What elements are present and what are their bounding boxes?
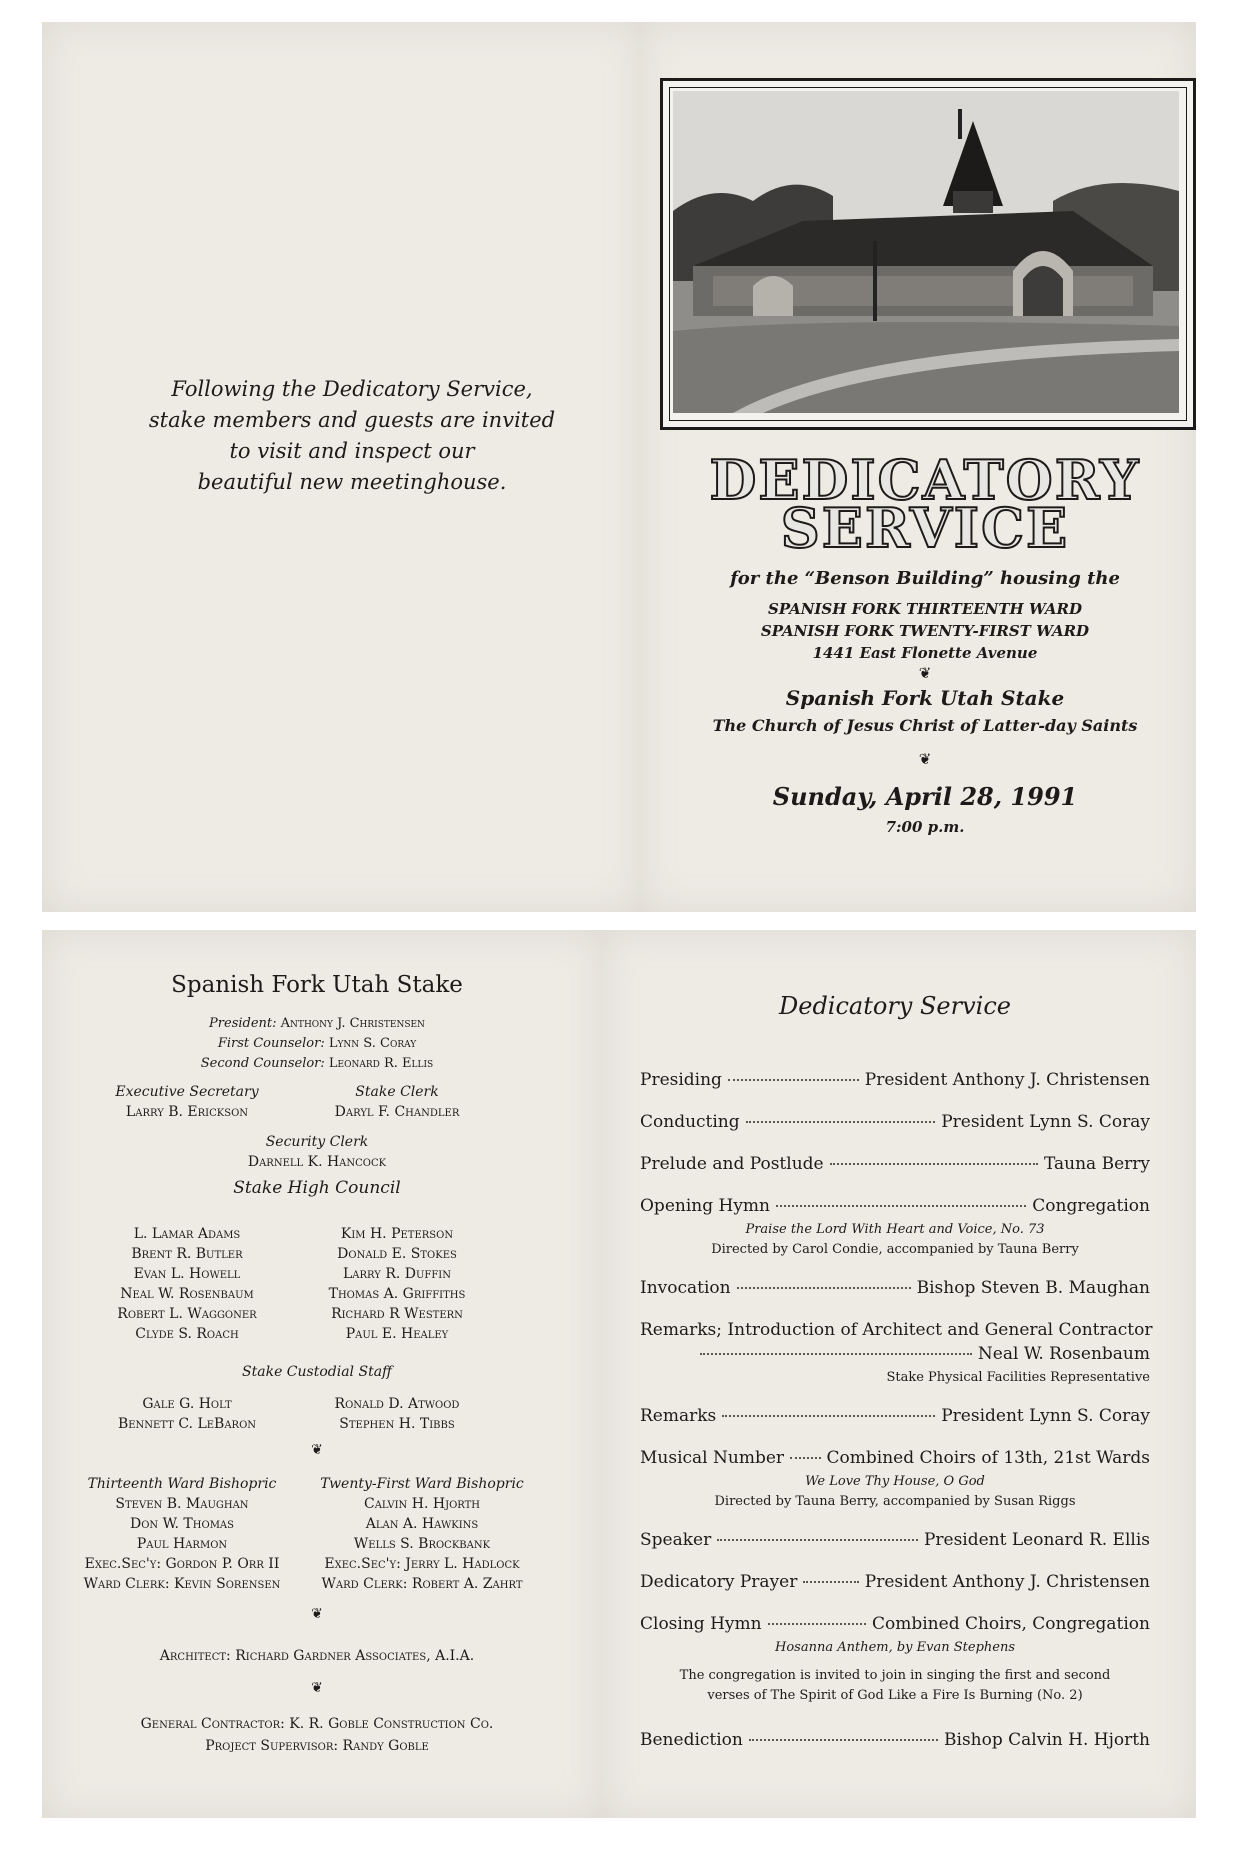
high-council-heading: Stake High Council <box>233 1178 401 1198</box>
closing-hymn-label: Closing Hymn <box>640 1614 762 1634</box>
council-member: L. Lamar Adams <box>133 1226 241 1242</box>
remarks-intro-row <box>700 1344 1150 1364</box>
stake-clerk-title: Stake Clerk <box>355 1084 439 1100</box>
opening-hymn-value: Congregation <box>1032 1196 1150 1216</box>
custodian: Bennett C. LeBaron <box>117 1416 257 1432</box>
council-member: Larry R. Duffin <box>343 1266 451 1282</box>
bishopric-member: Wells S. Brockbank <box>353 1536 491 1552</box>
building-photo-frame <box>660 78 1196 430</box>
remarks-label: Remarks <box>640 1406 717 1426</box>
dedicatory-prayer-row <box>640 1572 1150 1592</box>
invite-line-2: stake members and guests are invited <box>148 408 556 432</box>
cover-details <box>660 560 1190 900</box>
back-cover-panel <box>42 22 640 912</box>
ward-13-bishopric-title: Thirteenth Ward Bishopric <box>87 1476 277 1492</box>
conducting-label: Conducting <box>640 1112 740 1132</box>
invocation-row <box>640 1278 1150 1298</box>
leader-dots <box>776 1205 1026 1207</box>
first-counselor-name: Lynn S. Coray <box>328 1036 417 1051</box>
council-member: Thomas A. Griffiths <box>328 1286 466 1302</box>
ornament-4: ❦ <box>311 1606 323 1622</box>
conducting-value: President Lynn S. Coray <box>941 1112 1150 1132</box>
title-dedicatory: DEDICATORY <box>709 448 1141 512</box>
security-clerk-name: Darnell K. Hancock <box>247 1154 387 1170</box>
bishopric-member: Calvin H. Hjorth <box>363 1496 481 1512</box>
council-member: Donald E. Stokes <box>337 1246 457 1262</box>
council-member: Brent R. Butler <box>131 1246 243 1262</box>
leader-dots <box>746 1121 936 1123</box>
leader-dots <box>717 1539 918 1541</box>
closing-hymn-title: Hosanna Anthem, by Evan Stephens <box>775 1640 1015 1655</box>
for-line: for the “Benson Building” housing the <box>730 568 1120 589</box>
leader-dots <box>722 1415 935 1417</box>
stake-clerk-block <box>272 1082 522 1122</box>
security-clerk-title: Security Clerk <box>265 1134 369 1150</box>
president-name: Anthony J. Christensen <box>280 1016 425 1031</box>
ornament-5: ❦ <box>311 1680 323 1696</box>
musical-number-row <box>640 1448 1150 1468</box>
bishopric-member: Steven B. Maughan <box>115 1496 249 1512</box>
ward-13-clerk: Ward Clerk: Kevin Sorensen <box>83 1576 281 1592</box>
security-clerk-block <box>102 1132 532 1172</box>
prelude-value: Tauna Berry <box>1043 1154 1150 1174</box>
ward-21-clerk: Ward Clerk: Robert A. Zahrt <box>321 1576 523 1592</box>
supervisor-line: Project Supervisor: Randy Goble <box>205 1738 429 1754</box>
council-member: Kim H. Peterson <box>340 1226 454 1242</box>
musical-number-label: Musical Number <box>640 1448 785 1468</box>
presiding-label: Presiding <box>640 1070 722 1090</box>
leader-dots <box>830 1163 1038 1165</box>
second-counselor-role: Second Counselor: <box>200 1056 325 1071</box>
leader-dots <box>790 1457 821 1459</box>
remarks-row <box>640 1406 1150 1426</box>
speaker-value: President Leonard R. Ellis <box>923 1530 1150 1550</box>
invite-line-3: to visit and inspect our <box>229 439 475 463</box>
bleed-through-text <box>302 92 310 122</box>
speaker-row <box>640 1530 1150 1550</box>
benediction-value: Bishop Calvin H. Hjorth <box>944 1730 1150 1750</box>
prelude-label: Prelude and Postlude <box>640 1154 824 1174</box>
custodial-right <box>272 1394 522 1434</box>
dedicatory-prayer-value: President Anthony J. Christensen <box>864 1572 1150 1592</box>
ward-21-bishopric-title: Twenty-First Ward Bishopric <box>320 1476 524 1492</box>
closing-hymn-note-2: verses of The Spirit of God Like a Fire Is Burning (No. 2) <box>707 1688 1083 1703</box>
remarks-intro-label-row <box>640 1320 1153 1340</box>
remarks-intro-value: Neal W. Rosenbaum <box>977 1344 1150 1364</box>
leader-dots <box>749 1739 938 1741</box>
council-member: Evan L. Howell <box>133 1266 241 1282</box>
council-member: Robert L. Waggoner <box>117 1306 257 1322</box>
leader-dots <box>768 1623 866 1625</box>
contractor-line: General Contractor: K. R. Goble Construction Co. <box>140 1716 494 1732</box>
musical-number-value: Combined Choirs of 13th, 21st Wards <box>826 1448 1150 1468</box>
council-member: Clyde S. Roach <box>135 1326 239 1342</box>
opening-hymn-title: Praise the Lord With Heart and Voice, No. 73 <box>745 1222 1045 1237</box>
opening-hymn-row <box>640 1196 1150 1216</box>
architect-line: Architect: Richard Gardner Associates, A.I.A. <box>159 1648 475 1664</box>
opening-hymn-director: Directed by Carol Condie, accompanied by Tauna Berry <box>711 1242 1079 1257</box>
ward-21-exec-sec: Exec.Sec'y: Jerry L. Hadlock <box>324 1556 520 1572</box>
leader-dots <box>803 1581 858 1583</box>
exec-secretary-title: Executive Secretary <box>115 1084 259 1100</box>
bishopric-member: Alan A. Hawkins <box>365 1516 479 1532</box>
invocation-label: Invocation <box>640 1278 731 1298</box>
invite-line-4: beautiful new meetinghouse. <box>197 470 507 494</box>
stake-heading: Spanish Fork Utah Stake <box>171 972 463 998</box>
musical-number-director: Directed by Tauna Berry, accompanied by Susan Riggs <box>714 1494 1076 1509</box>
closing-hymn-row <box>640 1614 1150 1634</box>
stake-page-panel <box>42 930 602 1818</box>
presiding-row <box>640 1070 1150 1090</box>
ornament-1: ❦ <box>918 664 932 682</box>
custodian: Ronald D. Atwood <box>334 1396 460 1412</box>
meetinghouse-photo <box>673 91 1179 413</box>
address-line: 1441 East Flonette Avenue <box>812 644 1038 662</box>
invocation-value: Bishop Steven B. Maughan <box>916 1278 1150 1298</box>
presiding-value: President Anthony J. Christensen <box>864 1070 1150 1090</box>
president-role: President: <box>209 1016 277 1031</box>
ward-21-bishopric <box>292 1474 552 1594</box>
custodian: Stephen H. Tibbs <box>339 1416 455 1432</box>
custodian: Gale G. Holt <box>142 1396 232 1412</box>
conducting-row <box>640 1112 1150 1132</box>
second-counselor-name: Leonard R. Ellis <box>328 1056 434 1071</box>
leader-dots <box>737 1287 911 1289</box>
leader-dots <box>728 1079 859 1081</box>
ornament-3: ❦ <box>311 1442 323 1458</box>
stake-presidency <box>102 1014 532 1074</box>
council-member: Neal W. Rosenbaum <box>120 1286 254 1302</box>
opening-hymn-label: Opening Hymn <box>640 1196 770 1216</box>
invite-line-1: Following the Dedicatory Service, <box>171 377 533 401</box>
stake-line: Spanish Fork Utah Stake <box>785 686 1065 710</box>
prelude-row <box>640 1154 1150 1174</box>
ward-13-bishopric <box>52 1474 312 1594</box>
benediction-label: Benediction <box>640 1730 743 1750</box>
exec-secretary-name: Larry B. Erickson <box>125 1104 249 1120</box>
benediction-row <box>640 1730 1150 1750</box>
date-line: Sunday, April 28, 1991 <box>772 782 1078 811</box>
closing-hymn-note-1: The congregation is invited to join in singing the first and second <box>679 1668 1111 1683</box>
remarks-intro-label: Remarks; Introduction of Architect and General Contractor <box>640 1320 1153 1340</box>
closing-hymn-value: Combined Choirs, Congregation <box>872 1614 1150 1634</box>
council-member: Richard R Western <box>331 1306 463 1322</box>
remarks-intro-note: Stake Physical Facilities Representative <box>886 1370 1150 1385</box>
bishopric-member: Paul Harmon <box>136 1536 228 1552</box>
ornament-2: ❦ <box>918 750 932 768</box>
time-line: 7:00 p.m. <box>885 818 965 836</box>
ward-21-line: SPANISH FORK TWENTY-FIRST WARD <box>760 622 1090 640</box>
remarks-value: President Lynn S. Coray <box>941 1406 1150 1426</box>
program-heading: Dedicatory Service <box>779 992 1011 1020</box>
musical-number-title: We Love Thy House, O God <box>805 1474 985 1489</box>
first-counselor-role: First Counselor: <box>217 1036 325 1051</box>
church-line: The Church of Jesus Christ of Latter-day Saints <box>712 716 1138 735</box>
high-council-right <box>272 1224 522 1344</box>
stake-clerk-name: Daryl F. Chandler <box>334 1104 460 1120</box>
title-service: SERVICE <box>780 496 1070 560</box>
speaker-label: Speaker <box>640 1530 712 1550</box>
invitation-text <box>82 374 622 498</box>
custodial-heading: Stake Custodial Staff <box>242 1364 392 1380</box>
bishopric-member: Don W. Thomas <box>129 1516 235 1532</box>
leader-dots <box>700 1353 972 1355</box>
ward-13-line: SPANISH FORK THIRTEENTH WARD <box>768 600 1082 618</box>
council-member: Paul E. Healey <box>345 1326 449 1342</box>
ward-13-exec-sec: Exec.Sec'y: Gordon P. Orr II <box>84 1556 280 1572</box>
dedicatory-prayer-label: Dedicatory Prayer <box>640 1572 798 1592</box>
